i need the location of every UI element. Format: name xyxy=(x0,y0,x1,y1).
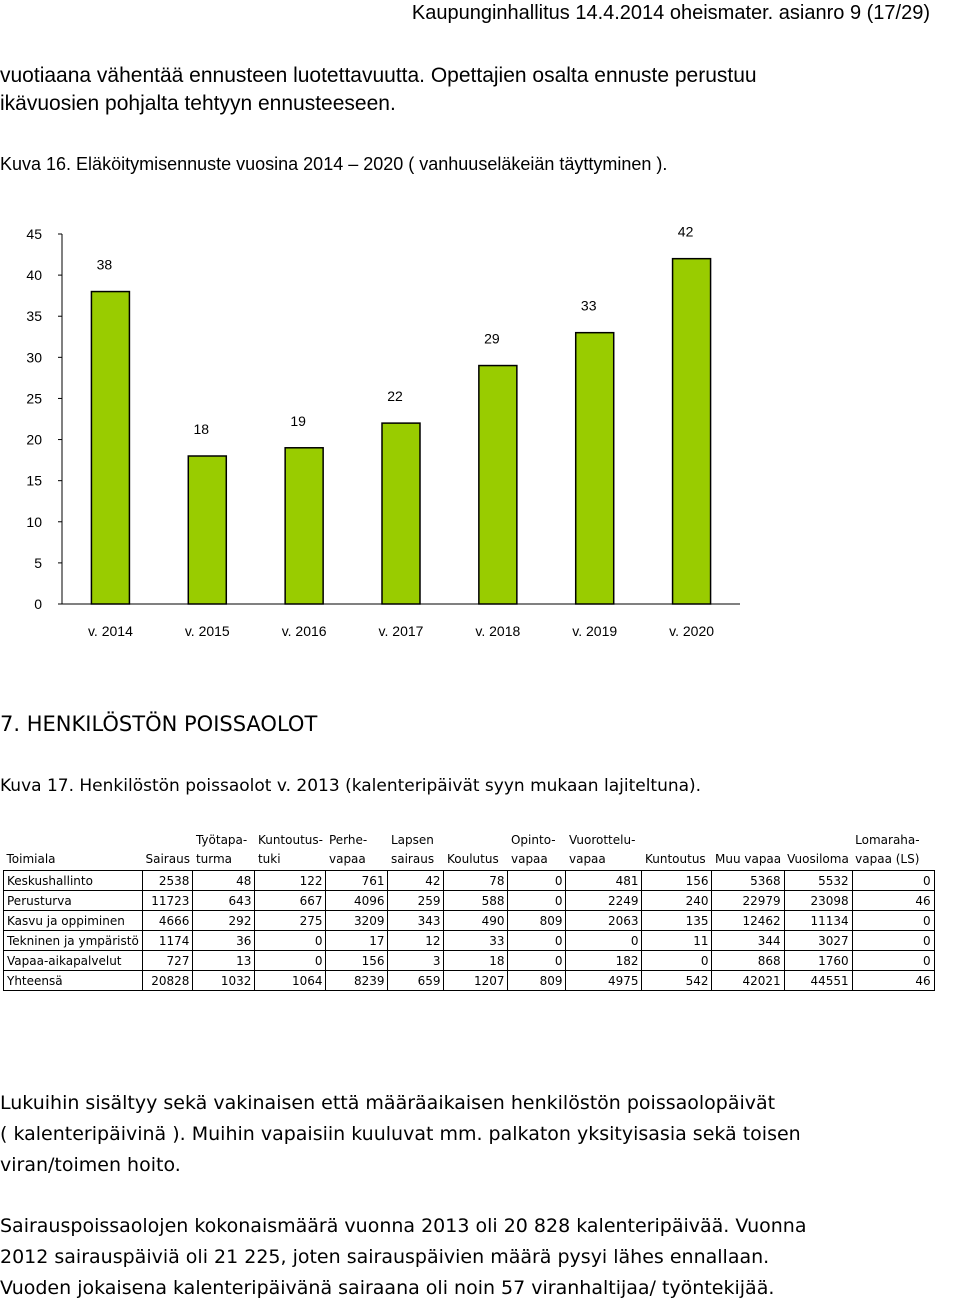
column-header: Lomaraha- vapaa (LS) xyxy=(855,833,920,866)
table-cell: 11 xyxy=(642,931,712,951)
x-tick-label: v. 2019 xyxy=(572,623,618,639)
paragraph-1 xyxy=(0,1088,950,1181)
bar xyxy=(382,423,420,604)
y-tick-label: 30 xyxy=(26,349,42,366)
table-cell: 42 xyxy=(388,871,444,891)
table-cell: 667 xyxy=(255,891,326,911)
x-tick-label: v. 2017 xyxy=(378,623,424,639)
table-cell: 0 xyxy=(255,931,326,951)
bar xyxy=(479,366,517,604)
data-label: 19 xyxy=(290,412,306,429)
table-cell: 3209 xyxy=(326,911,388,931)
column-header: Vuosiloma xyxy=(787,852,849,866)
table-row xyxy=(4,911,935,931)
absence-table xyxy=(3,830,935,991)
y-tick-label: 40 xyxy=(26,267,42,284)
bar xyxy=(188,456,226,604)
x-tick-label: v. 2018 xyxy=(475,623,521,639)
table-cell: 8239 xyxy=(326,971,388,991)
table-cell: 0 xyxy=(852,951,934,971)
y-tick-label: 0 xyxy=(34,596,42,612)
table-cell: 727 xyxy=(143,951,193,971)
table-header-row xyxy=(4,830,935,871)
table-cell: 44551 xyxy=(784,971,852,991)
y-tick-label: 5 xyxy=(34,554,42,571)
table-cell: 4975 xyxy=(566,971,642,991)
table-cell: 12462 xyxy=(712,911,784,931)
table-cell: 78 xyxy=(444,871,508,891)
row-label-cell: Keskushallinto xyxy=(4,871,143,891)
row-label-cell: Perusturva xyxy=(4,891,143,911)
table-cell: 0 xyxy=(508,871,566,891)
table-cell: 0 xyxy=(508,891,566,911)
column-header: Työtapa- turma xyxy=(195,833,248,866)
table-cell: 868 xyxy=(712,951,784,971)
table-cell: 5532 xyxy=(784,871,852,891)
table-cell: 0 xyxy=(852,931,934,951)
table-cell: 1064 xyxy=(255,971,326,991)
table-cell: 13 xyxy=(193,951,255,971)
table-cell: 0 xyxy=(852,911,934,931)
table-cell: 1760 xyxy=(784,951,852,971)
paragraph-line: ( kalenteripäivinä ). Muihin vapaisiin kuuluvat mm. palkaton yksityisasia sekä toisen xyxy=(0,1123,801,1145)
data-label: 22 xyxy=(387,388,403,405)
table-cell: 4096 xyxy=(326,891,388,911)
paragraph-line: 2012 sairauspäiviä oli 21 225, joten sairauspäivien määrä pysyi lähes ennallaan. xyxy=(0,1246,770,1268)
table-row xyxy=(4,971,935,991)
column-header: Kuntoutus xyxy=(644,852,706,866)
bar xyxy=(91,292,129,604)
table-cell: 542 xyxy=(642,971,712,991)
table-cell: 18 xyxy=(444,951,508,971)
row-label-cell: Tekninen ja ympäristö xyxy=(4,931,143,951)
table-cell: 5368 xyxy=(712,871,784,891)
column-header: Perhe- vapaa xyxy=(328,833,368,866)
table-cell: 11134 xyxy=(784,911,852,931)
table-cell: 33 xyxy=(444,931,508,951)
table-cell: 659 xyxy=(388,971,444,991)
table-cell: 2249 xyxy=(566,891,642,911)
table-row xyxy=(4,891,935,911)
table-cell: 0 xyxy=(642,951,712,971)
bar xyxy=(576,333,614,604)
table-cell: 135 xyxy=(642,911,712,931)
page-header: Kaupunginhallitus 14.4.2014 oheismater. asianro 9 (17/29) xyxy=(411,2,930,24)
table-cell: 1032 xyxy=(193,971,255,991)
column-header: Koulutus xyxy=(446,852,499,866)
table-cell: 588 xyxy=(444,891,508,911)
y-tick-label: 45 xyxy=(26,226,42,242)
table-row xyxy=(4,931,935,951)
table-cell: 11723 xyxy=(143,891,193,911)
row-label-cell: Yhteensä xyxy=(4,971,143,991)
table-cell: 3027 xyxy=(784,931,852,951)
table-row xyxy=(4,951,935,971)
paragraph-2 xyxy=(0,1211,950,1304)
table-cell: 2538 xyxy=(143,871,193,891)
column-header: Lapsen sairaus xyxy=(390,833,435,866)
y-tick-label: 35 xyxy=(26,308,42,325)
table-cell: 182 xyxy=(566,951,642,971)
y-tick-label: 25 xyxy=(26,390,42,407)
bar xyxy=(285,448,323,604)
intro-text xyxy=(0,62,940,118)
table-cell: 481 xyxy=(566,871,642,891)
x-tick-label: v. 2020 xyxy=(669,623,715,639)
data-label: 29 xyxy=(484,330,500,347)
table-cell: 292 xyxy=(193,911,255,931)
table-cell: 809 xyxy=(508,911,566,931)
table-cell: 809 xyxy=(508,971,566,991)
column-header: Opinto- vapaa xyxy=(510,833,556,866)
table-cell: 3 xyxy=(388,951,444,971)
table-cell: 240 xyxy=(642,891,712,911)
table-cell: 2063 xyxy=(566,911,642,931)
table-cell: 48 xyxy=(193,871,255,891)
table-cell: 23098 xyxy=(784,891,852,911)
table-cell: 343 xyxy=(388,911,444,931)
table-cell: 36 xyxy=(193,931,255,951)
figure-16-caption: Kuva 16. Eläköitymisennuste vuosina 2014 – 2020 ( vanhuuseläkeiän täyttyminen ). xyxy=(0,154,668,174)
y-tick-label: 15 xyxy=(26,472,42,489)
section-title: 7. HENKILÖSTÖN POISSAOLOT xyxy=(0,712,318,736)
table-cell: 0 xyxy=(508,951,566,971)
table-cell: 1174 xyxy=(143,931,193,951)
data-label: 42 xyxy=(677,223,694,240)
table-cell: 761 xyxy=(326,871,388,891)
table-cell: 17 xyxy=(326,931,388,951)
column-header: Toimiala xyxy=(6,852,56,866)
table-cell: 156 xyxy=(642,871,712,891)
table-cell: 46 xyxy=(852,891,934,911)
paragraph-line: Lukuihin sisältyy sekä vakinaisen että määräaikaisen henkilöstön poissaolopäivät xyxy=(0,1092,776,1114)
table-cell: 22979 xyxy=(712,891,784,911)
table-cell: 490 xyxy=(444,911,508,931)
table-row xyxy=(4,871,935,891)
table-cell: 643 xyxy=(193,891,255,911)
table-cell: 12 xyxy=(388,931,444,951)
table-cell: 4666 xyxy=(143,911,193,931)
figure-17-caption: Kuva 17. Henkilöstön poissaolot v. 2013 (kalenteripäivät syyn mukaan lajiteltuna). xyxy=(0,776,702,796)
bar xyxy=(673,259,711,604)
x-tick-label: v. 2014 xyxy=(87,623,133,639)
table-cell: 259 xyxy=(388,891,444,911)
intro-line: ikävuosien pohjalta tehtyyn ennusteeseen. xyxy=(0,92,396,115)
data-label: 33 xyxy=(580,297,597,314)
column-header: Kuntoutus- tuki xyxy=(257,833,323,866)
paragraph-line: viran/toimen hoito. xyxy=(0,1154,181,1176)
column-header: Vuorottelu- vapaa xyxy=(568,833,636,866)
intro-line: vuotiaana vähentää ennusteen luotettavuutta. Opettajien osalta ennuste perustuu xyxy=(0,64,757,87)
data-label: 18 xyxy=(193,421,210,437)
column-header: Sairaus xyxy=(145,852,190,866)
row-label-cell: Kasvu ja oppiminen xyxy=(4,911,143,931)
table-cell: 42021 xyxy=(712,971,784,991)
table-cell: 156 xyxy=(326,951,388,971)
table-cell: 46 xyxy=(852,971,934,991)
y-tick-label: 20 xyxy=(26,431,42,448)
paragraph-line: Sairauspoissaolojen kokonaismäärä vuonna 2013 oli 20 828 kalenteripäivää. Vuonna xyxy=(0,1215,807,1237)
paragraph-line: Vuoden jokaisena kalenteripäivänä sairaana oli noin 57 viranhaltijaa/ työntekijää. xyxy=(0,1277,775,1299)
table-cell: 275 xyxy=(255,911,326,931)
x-tick-label: v. 2015 xyxy=(184,623,230,639)
table-cell: 0 xyxy=(508,931,566,951)
retirement-forecast-chart xyxy=(0,215,960,655)
table-cell: 122 xyxy=(255,871,326,891)
table-cell: 0 xyxy=(852,871,934,891)
x-tick-label: v. 2016 xyxy=(281,623,327,639)
table-cell: 344 xyxy=(712,931,784,951)
row-label-cell: Vapaa-aikapalvelut xyxy=(4,951,143,971)
data-label: 38 xyxy=(96,256,113,273)
column-header: Muu vapaa xyxy=(714,852,782,866)
table-body xyxy=(4,871,935,991)
table-cell: 1207 xyxy=(444,971,508,991)
table-cell: 20828 xyxy=(143,971,193,991)
table-cell: 0 xyxy=(566,931,642,951)
table-cell: 0 xyxy=(255,951,326,971)
y-tick-label: 10 xyxy=(26,513,42,530)
